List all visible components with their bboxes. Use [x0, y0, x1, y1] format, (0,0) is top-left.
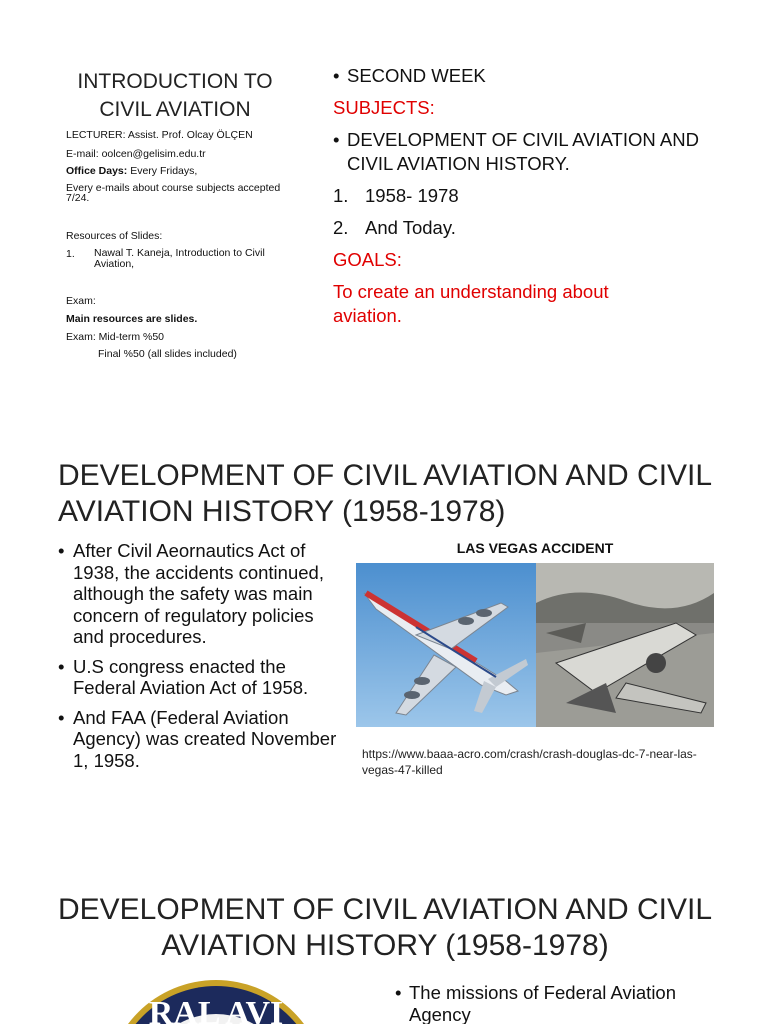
wreckage-photo — [536, 563, 714, 727]
list-item: • And FAA (Federal Aviation Agency) was created November 1, 1958. — [58, 707, 348, 772]
subject-item-2: 2. And Today. — [333, 217, 456, 238]
slide-title: DEVELOPMENT OF CIVIL AVIATION AND CIVIL AVIATION HISTORY (1958-1978) — [58, 459, 713, 528]
office-days: Office Days: Every Fridays, — [66, 165, 198, 177]
history-bullets — [58, 540, 348, 779]
missions-bullet: • The missions of Federal Aviation Agency — [395, 982, 725, 1024]
subjects-heading: SUBJECTS: — [333, 97, 435, 118]
slide-history — [0, 440, 768, 830]
emails-note: Every e-mails about course subjects accepted 7/24. — [66, 182, 281, 204]
subject-item-1: 1. 1958- 1978 — [333, 185, 459, 206]
course-title: INTRODUCTION TO CIVIL AVIATION — [77, 70, 273, 121]
exam-midterm: Exam: Mid-term %50 — [66, 331, 165, 343]
exam-final: Final %50 (all slides included) — [98, 348, 237, 360]
faa-seal-logo — [104, 978, 328, 1024]
goals-text: To create an understanding about aviation. — [333, 281, 609, 326]
resource-item: Nawal T. Kaneja, Introduction to Civil Aviation, — [94, 247, 265, 270]
subject-bullet: • DEVELOPMENT OF CIVIL AVIATION AND CIVIL AVIATION HISTORY. — [333, 128, 733, 176]
slide-intro — [0, 0, 768, 410]
image-caption: LAS VEGAS ACCIDENT — [456, 540, 614, 556]
goals-heading: GOALS: — [333, 249, 402, 270]
main-resources-note: Main resources are slides. — [66, 313, 198, 325]
week-bullet: • SECOND WEEK — [333, 64, 733, 88]
week-outline — [333, 64, 733, 328]
email-text: E-mail: oolcen@gelisim.edu.tr — [66, 148, 206, 160]
exam-label: Exam: — [66, 295, 96, 307]
list-item: • U.S congress enacted the Federal Aviation Act of 1958. — [58, 656, 348, 699]
source-link[interactable]: https://www.baaa-acro.com/crash/crash-douglas-dc-7-near-las- vegas-47-killed — [362, 747, 697, 777]
seal-text: RAL AVI — [148, 995, 284, 1024]
resources-label: Resources of Slides: — [66, 230, 163, 242]
resource-num: 1. — [66, 248, 75, 260]
airliner-photo — [356, 563, 536, 727]
list-item: • After Civil Aeornautics Act of 1938, the accidents continued, although the safety was main concern of regulatory policies and procedures. — [58, 540, 348, 648]
slide-missions — [0, 880, 768, 1024]
lecturer-text: LECTURER: Assist. Prof. Olcay ÖLÇEN — [66, 129, 253, 141]
slide-title: DEVELOPMENT OF CIVIL AVIATION AND CIVIL AVIATION HISTORY (1958-1978) — [57, 893, 713, 962]
